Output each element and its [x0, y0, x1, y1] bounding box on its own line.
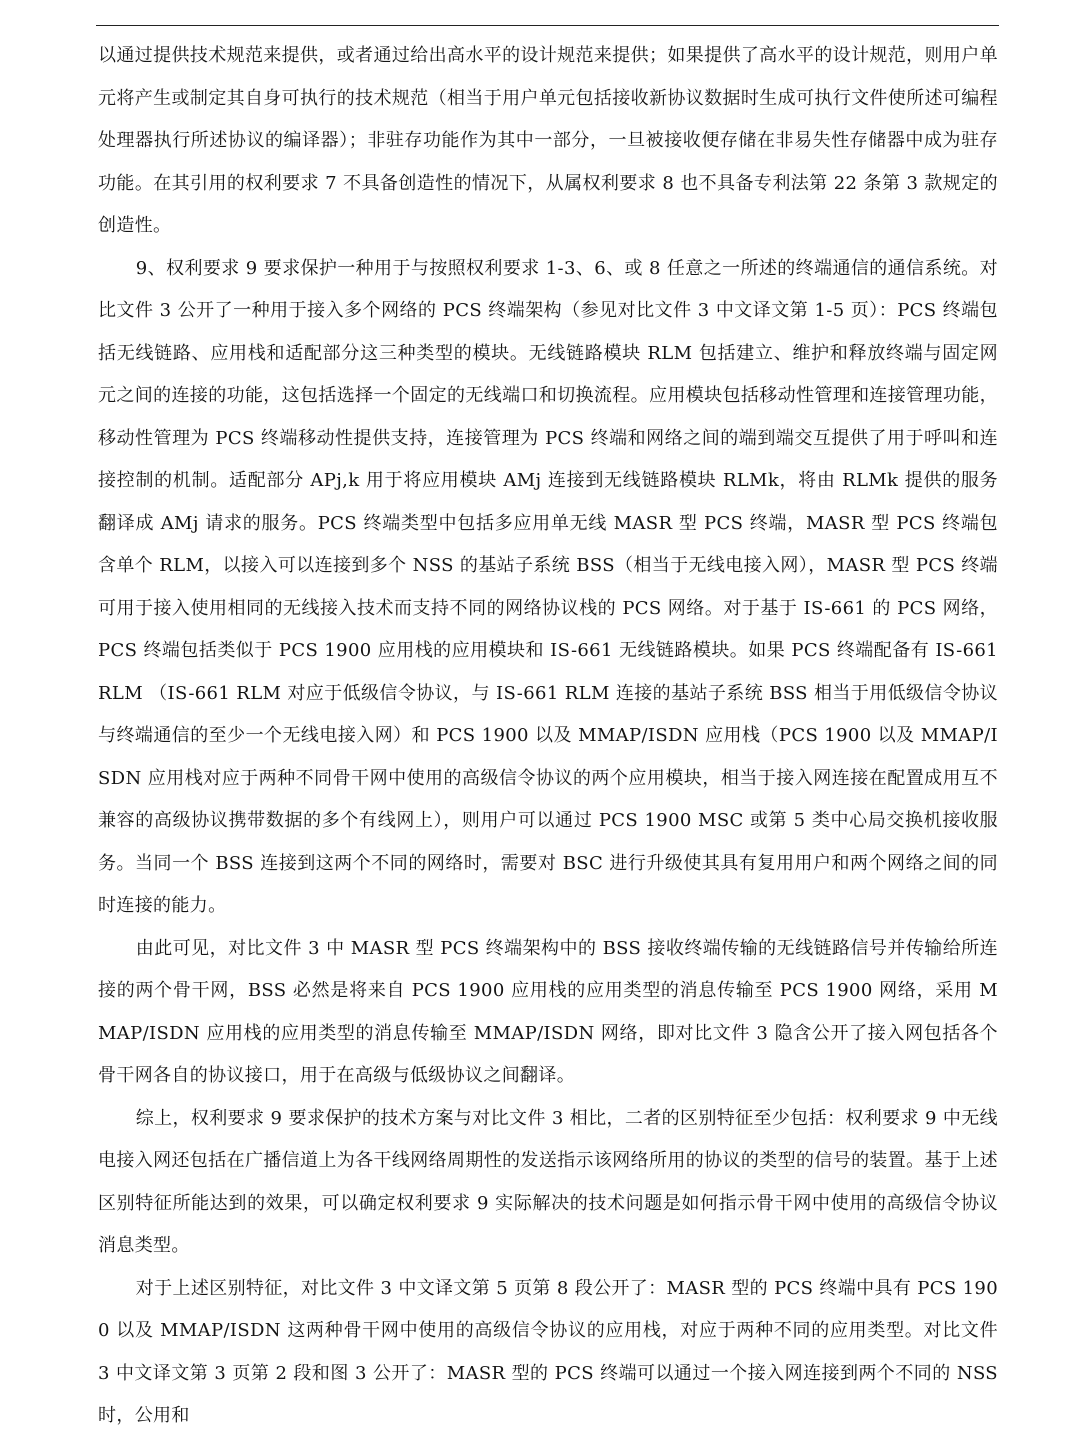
header-rule	[96, 25, 999, 26]
paragraph-continuation: 以通过提供技术规范来提供，或者通过给出高水平的设计规范来提供；如果提供了高水平的设计规范，则用户单元将产生或制定其自身可执行的技术规范（相当于用户单元包括接收新协议数据时生成可执行文件使所述可编程处理器执行所述协议的编译器）；非驻存功能作为其中一部分，一旦被接收便存储在非易失性存储器中成为驻存功能。在其引用的权利要求 7 不具备创造性的情况下，从属权利要求 8 也不具备专利法第 22 条第 3 款规定的创造性。	[98, 45, 998, 236]
paragraph-distinguishing-feature: 对于上述区别特征，对比文件 3 中文译文第 5 页第 8 段公开了：MASR 型的 PCS 终端中具有 PCS 1900 以及 MMAP/ISDN 这两种骨干网中使用的高级信令协议的应用栈，对应于两种不同的应用类型。对比文件 3 中文译文第 3 页第 2 段和图 3 公开了：MASR 型的 PCS 终端可以通过一个接入网连接到两个不同的 NSS 时，公用和	[98, 1277, 998, 1426]
paragraph-claim-9: 9、权利要求 9 要求保护一种用于与按照权利要求 1-3、6、或 8 任意之一所述的终端通信的通信系统。对比文件 3 公开了一种用于接入多个网络的 PCS 终端架构（参见对比文件 3 中文译文第 1-5 页）：PCS 终端包括无线链路、应用栈和适配部分这三种类型的模块。无线链路模块 RLM 包括建立、维护和释放终端与固定网元之间的连接的功能，这包括选择一个固定的无线端口和切换流程。应用模块包括移动性管理和连接管理功能，移动性管理为 PCS 终端移动性提供支持，连接管理为 PCS 终端和网络之间的端到端交互提供了用于呼叫和连接控制的机制。适配部分 APj,k 用于将应用模块 AMj 连接到无线链路模块 RLMk，将由 RLMk 提供的服务翻译成 AMj 请求的服务。PCS 终端类型中包括多应用单无线 MASR 型 PCS 终端，MASR 型 PCS 终端包含单个 RLM，以接入可以连接到多个 NSS 的基站子系统 BSS（相当于无线电接入网），MASR 型 PCS 终端可用于接入使用相同的无线接入技术而支持不同的网络协议栈的 PCS 网络。对于基于 IS-661 的 PCS 网络，PCS 终端包括类似于 PCS 1900 应用栈的应用模块和 IS-661 无线链路模块。如果 PCS 终端配备有 IS-661 RLM （IS-661 RLM 对应于低级信令协议，与 IS-661 RLM 连接的基站子系统 BSS 相当于用低级信令协议与终端通信的至少一个无线电接入网）和 PCS 1900 以及 MMAP/ISDN 应用栈（PCS 1900 以及 MMAP/ISDN 应用栈对应于两种不同骨干网中使用的高级信令协议的两个应用模块，相当于接入网连接在配置成用互不兼容的高级协议携带数据的多个有线网上），则用户可以通过 PCS 1900 MSC 或第 5 类中心局交换机接收服务。当同一个 BSS 连接到这两个不同的网络时，需要对 BSC 进行升级使其具有复用用户和两个网络之间的同时连接的能力。	[98, 257, 998, 916]
document-body	[98, 35, 998, 1438]
paragraph-analysis: 由此可见，对比文件 3 中 MASR 型 PCS 终端架构中的 BSS 接收终端传输的无线链路信号并传输给所连接的两个骨干网，BSS 必然是将来自 PCS 1900 应用栈的应用类型的消息传输至 PCS 1900 网络，采用 MMAP/ISDN 应用栈的应用类型的消息传输至 MMAP/ISDN 网络，即对比文件 3 隐含公开了接入网包括各个骨干网各自的协议接口，用于在高级与低级协议之间翻译。	[98, 937, 998, 1086]
paragraph-summary: 综上，权利要求 9 要求保护的技术方案与对比文件 3 相比，二者的区别特征至少包括：权利要求 9 中无线电接入网还包括在广播信道上为各干线网络周期性的发送指示该网络所用的协议的类型的信号的装置。基于上述区别特征所能达到的效果，可以确定权利要求 9 实际解决的技术问题是如何指示骨干网中使用的高级信令协议消息类型。	[98, 1107, 998, 1256]
